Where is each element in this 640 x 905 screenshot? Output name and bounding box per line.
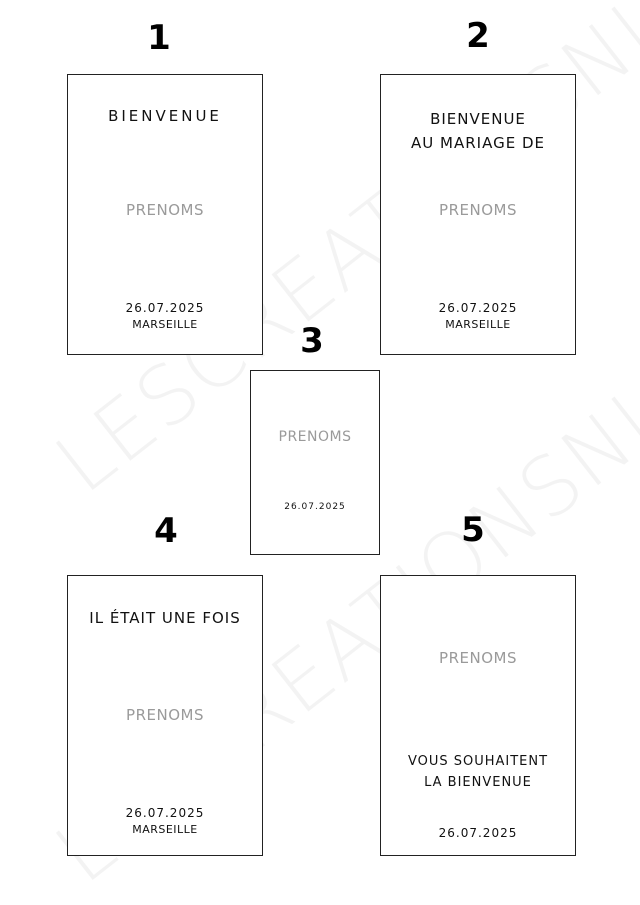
card-city: MARSEILLE [445,318,511,331]
card-names: PRENOMS [439,201,517,219]
label-number-5: 5 [461,510,485,550]
label-number-2: 2 [466,16,490,56]
label-number-4: 4 [154,511,178,551]
card-date: 26.07.2025 [438,826,518,840]
card-date: 26.07.2025 [125,806,205,820]
card-city: MARSEILLE [132,318,198,331]
sign-card-1 [67,74,263,355]
card-names: PRENOMS [126,706,204,724]
card-title-line1: BIENVENUE [430,110,526,128]
card-date: 26.07.2025 [125,301,205,315]
card-names: PRENOMS [278,429,352,445]
card-message-line2: LA BIENVENUE [424,775,532,790]
sign-card-3 [250,370,380,555]
sign-card-2 [380,74,576,355]
sign-card-4 [67,575,263,856]
card-date: 26.07.2025 [438,301,518,315]
card-city: MARSEILLE [132,823,198,836]
card-names: PRENOMS [126,201,204,219]
card-message-line1: VOUS SOUHAITENT [407,754,549,769]
card-date: 26.07.2025 [284,502,346,512]
card-title-line2: AU MARIAGE DE [411,134,545,152]
label-number-3: 3 [300,321,324,361]
label-number-1: 1 [147,18,171,58]
card-title: BIENVENUE [108,107,222,125]
card-names: PRENOMS [439,649,517,667]
card-title: IL ÉTAIT UNE FOIS [89,609,241,627]
sign-card-5 [380,575,576,856]
